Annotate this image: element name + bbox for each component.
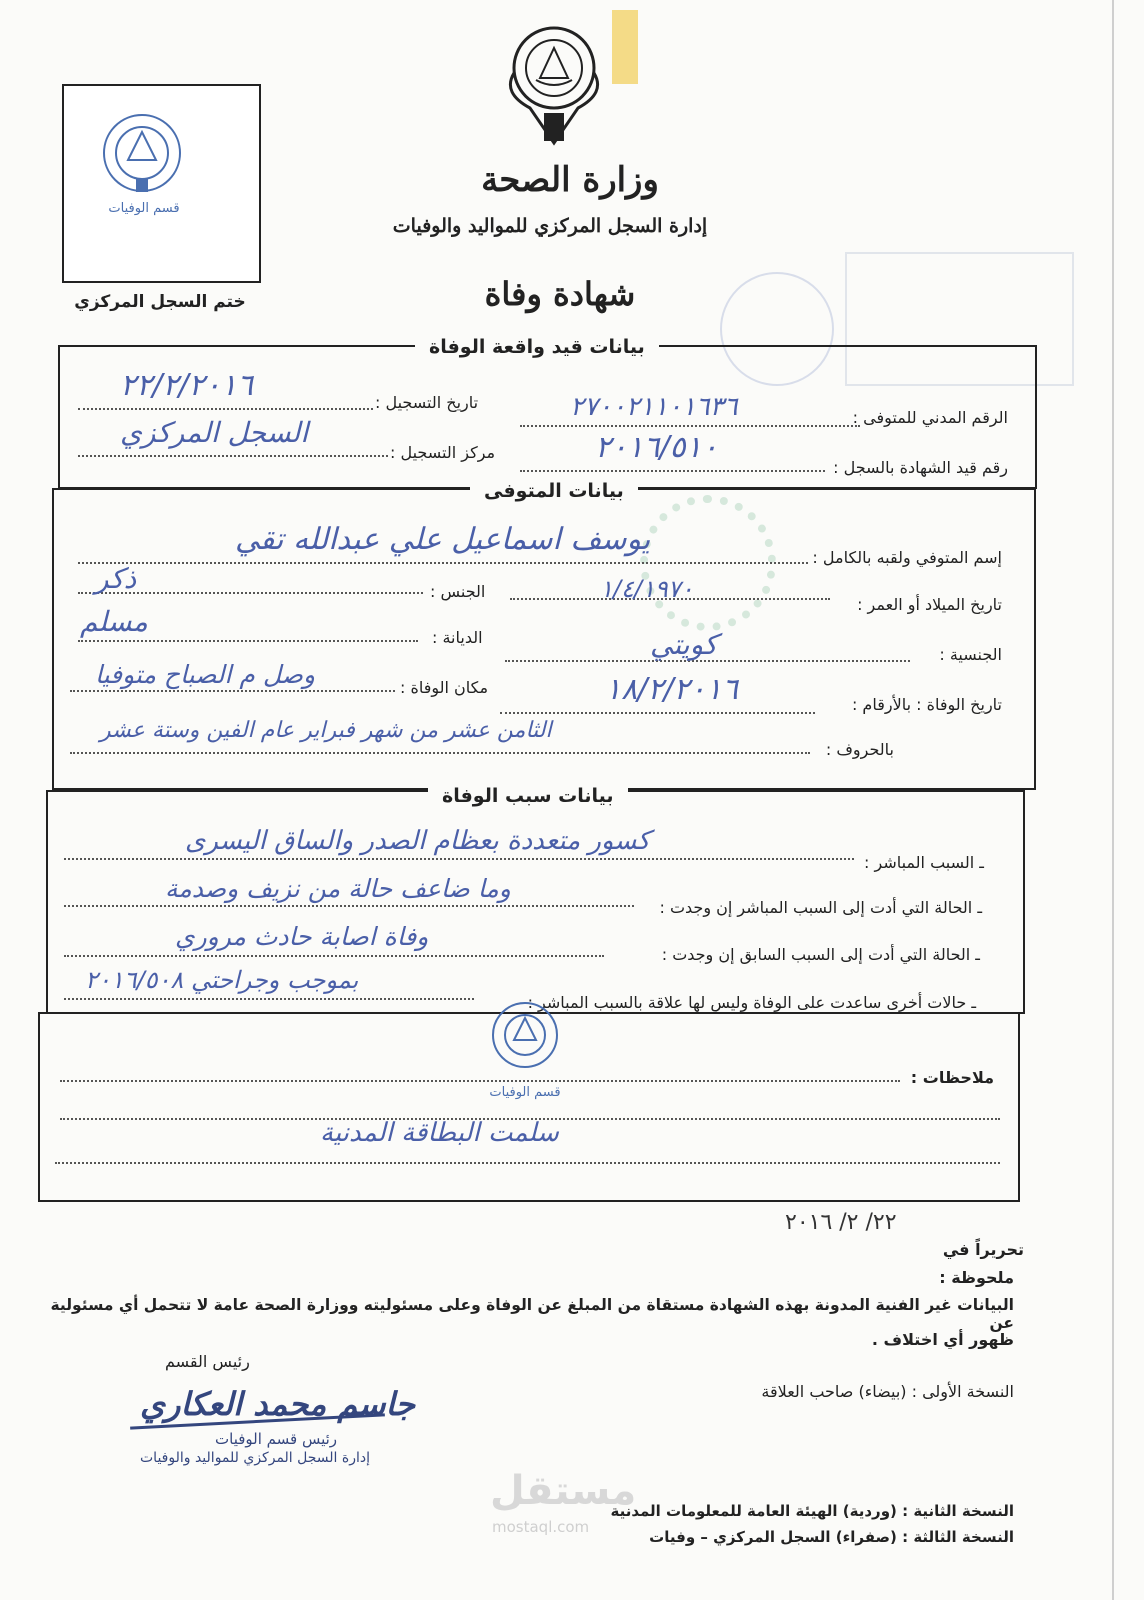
death-place-value: وصل م الصباح متوفيا — [95, 660, 316, 689]
registration-section-title: بيانات قيد واقعة الوفاة — [415, 336, 659, 358]
deceased-name-label: إسم المتوفي ولقبه بالكامل : — [812, 548, 1002, 567]
death-place-label: مكان الوفاة : — [400, 678, 489, 697]
disclaimer-text-2: ظهور أي اختلاف . — [871, 1330, 1014, 1349]
central-registry-stamp-box — [62, 84, 261, 283]
deaths-section-seal-icon — [480, 1000, 570, 1080]
prior-condition-dots — [64, 955, 604, 957]
signature-role: رئيس قسم الوفيات — [215, 1430, 338, 1448]
notes-seal-text: قسم الوفيات — [489, 1085, 561, 1100]
certificate-number-dots — [520, 470, 825, 472]
certificate-title: شهادة وفاة — [484, 275, 636, 313]
department-title: إدارة السجل المركزي للمواليد والوفيات — [392, 215, 708, 237]
disclaimer-text: البيانات غير الفنية المدونة بهذه الشهادة مستقاة من المبلغ عن الوفاة وعلى مسئوليته ووزارة الصحة عامة لا تتحمل أي مسئولية عن — [50, 1296, 1014, 1332]
civil-id-label: الرقم المدني للمتوفى : — [852, 408, 1008, 427]
death-date-dots — [500, 712, 815, 714]
other-conditions-dots — [64, 998, 474, 1000]
watermark-logo: مستقل — [490, 1468, 637, 1514]
direct-cause-value: كسور متعددة بعظام الصدر والساق اليسرى — [185, 826, 650, 856]
issued-label: تحريراً في — [942, 1240, 1024, 1259]
registration-center-dots — [78, 455, 388, 457]
civil-id-dots — [520, 425, 860, 427]
birth-date-value: ١/٤/١٩٧٠ — [600, 575, 694, 603]
deceased-section-title: بيانات المتوفى — [470, 480, 638, 502]
signature-name: جاسم محمد العكاري — [140, 1385, 416, 1423]
gender-value: ذكر — [95, 562, 137, 595]
note-label: ملحوظة : — [939, 1268, 1014, 1287]
direct-cause-dots — [64, 858, 854, 860]
death-place-dots — [70, 690, 395, 692]
other-conditions-value: بموجب وجراحتي ٢٠١٦/٥٠٨ — [85, 966, 359, 994]
kuwait-emblem-icon — [500, 18, 608, 148]
leading-condition-label: ـ الحالة التي أدت إلى السبب المباشر إن وجدت : — [659, 898, 982, 917]
notes-dots-1 — [60, 1080, 900, 1082]
religion-value: مسلم — [80, 605, 148, 638]
gender-label: الجنس : — [430, 582, 486, 601]
copy-3: النسخة الثالثة : (صفراء) السجل المركزي – وفيات — [649, 1528, 1014, 1546]
direct-cause-label: ـ السبب المباشر : — [864, 853, 984, 872]
signature-department: إدارة السجل المركزي للمواليد والوفيات — [140, 1450, 370, 1466]
registration-center-label: مركز التسجيل : — [390, 443, 496, 462]
prior-condition-value: وفاة اصابة حادث مروري — [175, 922, 429, 951]
nationality-value: كويتي — [650, 628, 718, 661]
notes-label: ملاحظات : — [910, 1068, 994, 1087]
civil-id-value: ٢٧٠٠٢١١٠١٦٣٦ — [570, 392, 738, 422]
right-page-edge — [1112, 0, 1114, 1600]
leading-condition-value: وما ضاعف حالة من نزيف وصدمة — [165, 874, 511, 903]
prior-condition-label: ـ الحالة التي أدت إلى السبب السابق إن وجدت : — [661, 945, 980, 964]
deceased-name-value: يوسف اسماعيل علي عبدالله تقي — [235, 522, 651, 557]
leading-condition-dots — [64, 905, 634, 907]
watermark-url: mostaql.com — [492, 1518, 590, 1536]
religion-dots — [78, 640, 418, 642]
religion-label: الديانة : — [432, 628, 483, 647]
death-date-words-label: بالحروف : — [825, 740, 894, 759]
copy-1: النسخة الأولى : (بيضاء) صاحب العلاقة — [761, 1382, 1014, 1401]
issued-date-value: ٢٢/ ٢/ ٢٠١٦ — [785, 1210, 897, 1235]
stamp-caption: ختم السجل المركزي — [74, 292, 246, 312]
death-date-words-dots — [70, 752, 810, 754]
certificate-number-label: رقم قيد الشهادة بالسجل : — [833, 458, 1008, 477]
registration-date-value: ٢٢/٢/٢٠١٦ — [120, 368, 254, 403]
notes-value: سلمت البطاقة المدنية — [320, 1118, 559, 1148]
nationality-label: الجنسية : — [939, 645, 1002, 664]
other-conditions-label: ـ حالات أخرى ساعدت على الوفاة وليس لها علاقة بالسبب المباشر : — [527, 993, 976, 1012]
registration-date-label: تاريخ التسجيل : — [375, 393, 479, 412]
head-of-section-title: رئيس القسم — [165, 1352, 250, 1371]
notes-dots-3 — [55, 1162, 1000, 1164]
copy-2: النسخة الثانية : (وردية) الهيئة العامة للمعلومات المدنية — [610, 1502, 1014, 1520]
death-date-words-value: الثامن عشر من شهر فبراير عام الفين وستة عشر — [100, 718, 552, 743]
registration-center-value: السجل المركزي — [120, 416, 309, 449]
birth-date-label: تاريخ الميلاد أو العمر : — [857, 595, 1002, 614]
stamp-seal-text: قسم الوفيات — [108, 201, 180, 216]
cause-section-title: بيانات سبب الوفاة — [428, 785, 628, 807]
death-date-value: ١٨/٢/٢٠١٦ — [605, 672, 739, 707]
death-date-label: تاريخ الوفاة : بالأرقام : — [851, 695, 1002, 714]
deceased-name-dots — [78, 562, 808, 564]
certificate-number-value: ٢٠١٦/٥١٠ — [595, 430, 718, 465]
ministry-title: وزارة الصحة — [481, 160, 659, 200]
yellow-highlight — [612, 10, 638, 84]
registration-date-dots — [78, 408, 373, 410]
